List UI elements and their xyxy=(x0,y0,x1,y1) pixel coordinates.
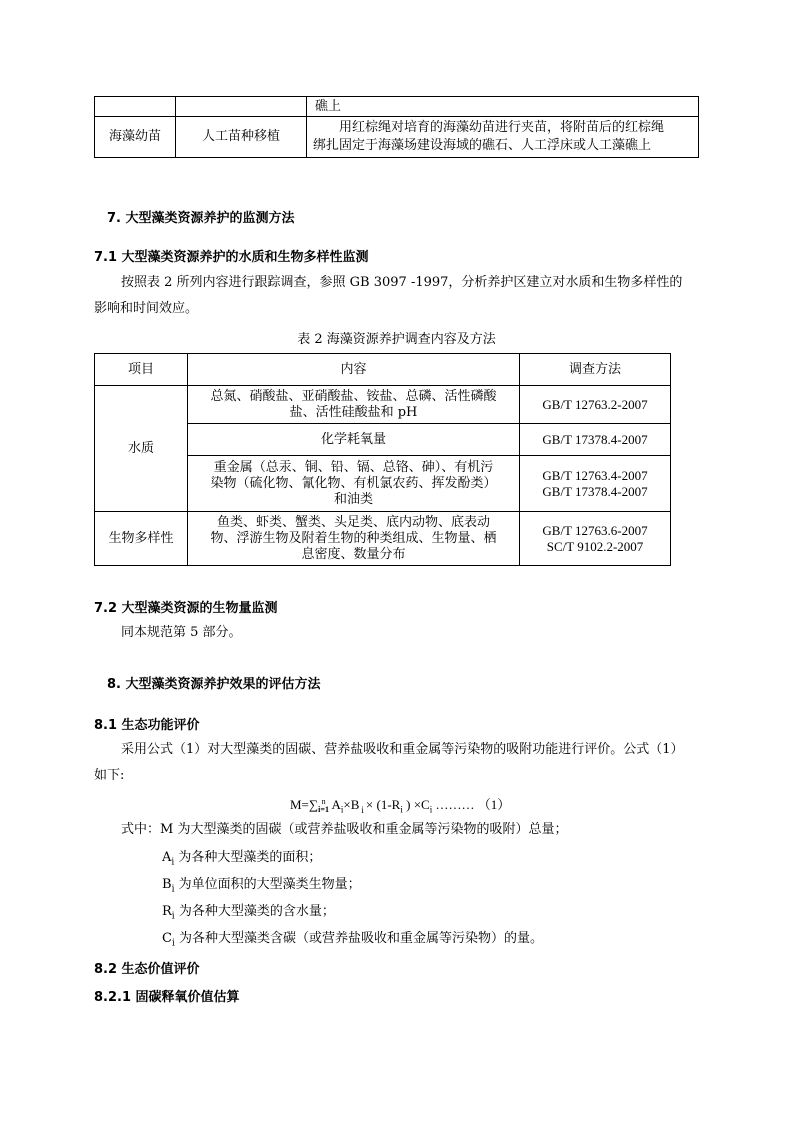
table-2 xyxy=(94,353,671,566)
definition-line: $R_i$ 为各种大型藻类的含水量； xyxy=(162,904,335,922)
table-method-cell xyxy=(520,512,671,566)
top-table-cell: 礁上 xyxy=(307,97,699,117)
formula-sup: n xyxy=(321,797,326,807)
cell-line: GB/T 17378.4-2007 xyxy=(542,483,648,499)
cell-line: 鱼类、虾类、蟹类、头足类、底内动物、底表动 xyxy=(216,514,490,530)
definition-line: $C_i$ 为各种大型藻类含碳（或营养盐吸收和重金属等污染物）的量。 xyxy=(162,931,543,949)
top-table-cell xyxy=(307,117,699,158)
section-8-heading: 8. 大型藻类资源养护效果的评估方法 xyxy=(107,677,321,692)
formula-sub: i xyxy=(429,804,433,815)
formula-sub: i xyxy=(400,804,403,815)
table-category-cell: 水质 xyxy=(95,386,188,512)
top-table xyxy=(94,96,699,158)
top-table-cell xyxy=(176,97,307,117)
cell-line: GB/T 12763.6-2007 xyxy=(542,522,648,538)
paragraph: 采用公式（1）对大型藻类的固碳、营养盐吸收和重金属等污染物的吸附功能进行评价。公式（1） xyxy=(121,742,684,757)
table-method-cell: GB/T 17378.4-2007 xyxy=(520,424,671,456)
formula-part: ……… （1） xyxy=(432,797,511,812)
top-table-cell: 海藻幼苗 xyxy=(95,117,176,158)
cell-line: 总氮、硝酸盐、亚硝酸盐、铵盐、总磷、活性磷酸 xyxy=(210,388,497,404)
table-content-cell xyxy=(188,386,520,424)
table-header: 内容 xyxy=(188,354,520,386)
table-category-cell: 生物多样性 xyxy=(95,512,188,566)
top-table-cell xyxy=(95,97,176,117)
formula-part: A xyxy=(328,797,341,812)
table-method-cell xyxy=(520,456,671,512)
table-content-cell xyxy=(188,512,520,566)
table-2-caption: 表 2 海藻资源养护调查内容及方法 xyxy=(297,332,496,347)
cell-line: GB/T 12763.4-2007 xyxy=(542,467,648,483)
formula-part: M=∑ xyxy=(290,797,319,812)
definition-intro: 式中：M 为大型藻类的固碳（或营养盐吸收和重金属等污染物的吸附）总量； xyxy=(121,822,568,837)
table-header: 调查方法 xyxy=(520,354,671,386)
formula-sub: i=1 xyxy=(318,805,329,815)
section-7-2-heading: 7.2 大型藻类资源的生物量监测 xyxy=(94,601,278,616)
table-method-cell: GB/T 12763.2-2007 xyxy=(520,386,671,424)
formula-part: × (1-R xyxy=(365,797,401,812)
cell-line: SC/T 9102.2-2007 xyxy=(546,538,644,554)
formula-part: ×B xyxy=(343,797,360,812)
section-8-2-1-heading: 8.2.1 固碳释氧价值估算 xyxy=(94,990,240,1005)
cell-line: 用红棕绳对培育的海藻幼苗进行夹苗，将附苗后的红棕绳 xyxy=(339,120,665,135)
section-7-heading: 7. 大型藻类资源养护的监测方法 xyxy=(107,211,295,226)
formula-sub: i xyxy=(340,804,344,815)
section-8-2-heading: 8.2 生态价值评价 xyxy=(94,962,200,977)
cell-line: 染物（硫化物、氰化物、有机氯农药、挥发酚类） xyxy=(210,475,497,491)
paragraph: 按照表 2 所列内容进行跟踪调查，参照 GB 3097 -1997，分析养护区建立对水质和生物多样性的 xyxy=(121,275,683,290)
cell-line: 盐、活性硅酸盐和 pH xyxy=(289,404,418,420)
section-8-1-heading: 8.1 生态功能评价 xyxy=(94,718,200,733)
top-table-cell: 人工苗种移植 xyxy=(176,117,307,158)
cell-line: 重金属（总汞、铜、铅、镉、总铬、砷）、有机污 xyxy=(213,459,494,475)
section-7-1-heading: 7.1 大型藻类资源养护的水质和生物多样性监测 xyxy=(94,250,369,265)
cell-line: 和油类 xyxy=(333,491,373,507)
formula-part: ) ×C xyxy=(402,797,430,812)
cell-line: 物、浮游生物及附着生物的种类组成、生物量、栖 xyxy=(210,530,497,546)
paragraph: 影响和时间效应。 xyxy=(94,301,199,316)
table-content-cell: 化学耗氧量 xyxy=(188,424,520,456)
definition-line: $B_i$ 为单位面积的大型藻类生物量； xyxy=(162,877,361,895)
table-content-cell xyxy=(188,456,520,512)
paragraph: 同本规范第 5 部分。 xyxy=(121,625,242,640)
cell-line: 息密度、数量分布 xyxy=(301,546,406,562)
table-header: 项目 xyxy=(95,354,188,386)
formula-sub: i xyxy=(361,804,364,815)
paragraph: 如下: xyxy=(94,768,125,783)
definition-line: $A_i$ 为各种大型藻类的面积； xyxy=(162,850,322,868)
cell-line: 绑扎固定于海藻场建设海域的礁石、人工浮床或人工藻礁上 xyxy=(313,138,652,153)
formula-1 xyxy=(290,794,510,815)
